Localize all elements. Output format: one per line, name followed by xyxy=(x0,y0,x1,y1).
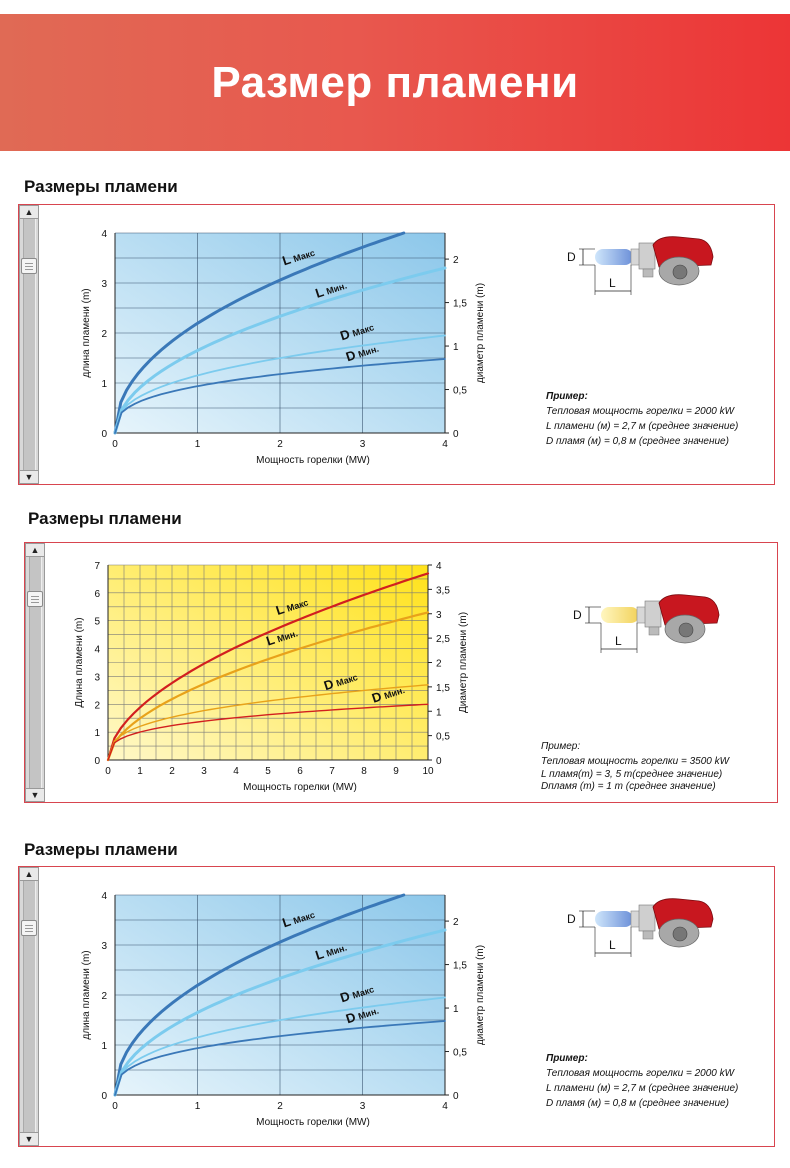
y-tick-label: 2 xyxy=(94,700,100,712)
scroll-thumb[interactable] xyxy=(21,258,37,274)
x-tick-label: 4 xyxy=(442,1101,448,1112)
x-axis-title: Мощность горелки (MW) xyxy=(243,782,357,793)
scroll-up-arrow-icon[interactable]: ▲ xyxy=(20,868,38,881)
example-line: Тепловая мощность горелки = 2000 kW xyxy=(546,1068,735,1079)
series-label: DМакс xyxy=(338,984,376,1006)
example-heading: Пример: xyxy=(546,1053,588,1064)
chart-panel xyxy=(18,204,775,485)
burner-mount xyxy=(649,627,659,635)
x-tick-label: 10 xyxy=(422,766,434,777)
y2-tick-label: 0 xyxy=(436,756,442,767)
diameter-label: D xyxy=(567,250,576,264)
y-tick-label: 0 xyxy=(101,1091,107,1102)
example-line: Тепловая мощность горелки = 3500 kW xyxy=(541,756,730,767)
y2-tick-label: 2,5 xyxy=(436,634,450,646)
y-tick-label: 2 xyxy=(101,329,107,340)
x-tick-label: 5 xyxy=(265,766,271,777)
example-line: Тепловая мощность горелки = 2000 kW xyxy=(546,406,735,417)
scroll-down-arrow-icon[interactable]: ▼ xyxy=(20,1132,38,1145)
x-tick-label: 0 xyxy=(112,439,118,450)
y2-tick-label: 1 xyxy=(453,1004,459,1016)
y2-tick-label: 0 xyxy=(453,429,459,440)
series-label: LМин. xyxy=(264,628,299,649)
x-tick-label: 2 xyxy=(169,766,175,777)
y2-tick-label: 0,5 xyxy=(453,385,467,397)
y-tick-label: 4 xyxy=(101,229,107,240)
flame-shape xyxy=(601,607,639,623)
y2-tick-label: 0,5 xyxy=(436,731,450,743)
x-tick-label: 4 xyxy=(233,766,239,777)
burner-motor xyxy=(679,623,693,637)
example-text xyxy=(546,1051,738,1111)
x-tick-label: 3 xyxy=(359,1101,366,1112)
burner-diagram xyxy=(539,235,729,305)
burner-flange xyxy=(639,905,655,931)
y-tick-label: 3 xyxy=(101,941,107,952)
series-label: DМакс xyxy=(321,672,359,694)
y2-axis-title: диаметр пламени (m) xyxy=(475,282,486,384)
x-tick-label: 0 xyxy=(105,766,111,777)
series-label: LМин. xyxy=(313,280,349,301)
section-title: Размеры пламени xyxy=(28,509,182,528)
section-title: Размеры пламени xyxy=(24,840,178,859)
x-tick-label: 3 xyxy=(359,439,366,450)
x-tick-label: 0 xyxy=(112,1101,118,1112)
burner-mount xyxy=(643,931,653,939)
y-tick-label: 1 xyxy=(101,1041,107,1052)
y-tick-label: 3 xyxy=(101,279,107,290)
x-tick-label: 8 xyxy=(361,766,367,777)
y2-tick-label: 2 xyxy=(453,917,459,929)
series-label: DМин. xyxy=(343,343,380,365)
y2-axis-title: диаметр пламени (m) xyxy=(475,944,486,1046)
length-label: L xyxy=(615,634,622,648)
example-text xyxy=(541,739,729,793)
burner-motor xyxy=(673,927,687,941)
scroll-up-arrow-icon[interactable]: ▲ xyxy=(20,206,38,219)
flame-shape xyxy=(595,249,633,265)
y2-tick-label: 0,5 xyxy=(453,1047,467,1059)
x-axis-title: Мощность горелки (MW) xyxy=(256,455,370,466)
y2-tick-label: 3 xyxy=(436,609,442,621)
y-tick-label: 6 xyxy=(94,588,100,600)
example-line: L пламя(m) = 3, 5 m(среднее значение) xyxy=(541,769,723,780)
example-heading: Пример: xyxy=(541,741,581,752)
y-tick-label: 0 xyxy=(94,756,100,767)
y2-tick-label: 2 xyxy=(436,658,442,670)
burner-diagram xyxy=(545,593,735,663)
y-tick-label: 4 xyxy=(94,644,100,656)
y-tick-label: 5 xyxy=(94,616,100,628)
scroll-thumb[interactable] xyxy=(27,591,43,607)
x-tick-label: 3 xyxy=(201,766,207,777)
diameter-label: D xyxy=(573,608,582,622)
y-tick-label: 0 xyxy=(101,429,107,440)
y2-tick-label: 1,5 xyxy=(436,682,450,694)
y2-tick-label: 1 xyxy=(436,707,442,719)
y2-tick-label: 1,5 xyxy=(453,960,467,972)
series-label: DМин. xyxy=(369,684,406,706)
y-tick-label: 7 xyxy=(94,561,100,572)
flame-chart xyxy=(65,557,485,797)
example-text xyxy=(546,389,738,449)
scroll-thumb[interactable] xyxy=(21,920,37,936)
example-line: Dпламя (m) = 1 m (среднее значение) xyxy=(541,781,716,792)
chart-panel xyxy=(24,542,778,803)
burner-flange xyxy=(639,243,655,269)
x-tick-label: 1 xyxy=(137,766,143,777)
section-title: Размеры пламени xyxy=(24,177,178,196)
scrollbar[interactable] xyxy=(19,867,39,1146)
y-tick-label: 2 xyxy=(101,991,107,1002)
series-label: LМакс xyxy=(280,909,317,931)
x-tick-label: 1 xyxy=(194,439,201,450)
chart-panel xyxy=(18,866,775,1147)
scrollbar[interactable] xyxy=(25,543,45,802)
x-tick-label: 1 xyxy=(194,1101,201,1112)
y-tick-label: 1 xyxy=(94,728,100,740)
scroll-up-arrow-icon[interactable]: ▲ xyxy=(26,544,44,557)
flame-shape xyxy=(595,911,633,927)
y2-tick-label: 0 xyxy=(453,1091,459,1102)
x-axis-title: Мощность горелки (MW) xyxy=(256,1117,370,1128)
y2-tick-label: 4 xyxy=(436,561,442,572)
x-tick-label: 7 xyxy=(329,766,335,777)
example-line: L пламени (м) = 2,7 м (среднее значение) xyxy=(546,1083,739,1094)
example-line: D пламя (м) = 0,8 м (среднее значение) xyxy=(546,436,729,447)
scrollbar[interactable] xyxy=(19,205,39,484)
y2-tick-label: 3,5 xyxy=(436,585,450,597)
example-line: L пламени (м) = 2,7 м (среднее значение) xyxy=(546,421,739,432)
length-label: L xyxy=(609,938,616,952)
y-axis-title: длина пламени (m) xyxy=(81,950,92,1040)
scroll-down-arrow-icon[interactable]: ▼ xyxy=(26,788,44,801)
burner-diagram xyxy=(539,897,729,967)
y-tick-label: 1 xyxy=(101,379,107,390)
series-label: DМакс xyxy=(338,322,376,344)
flame-chart xyxy=(59,223,499,478)
page-title: Размер пламени xyxy=(211,58,579,107)
y-axis-title: длина пламени (m) xyxy=(81,288,92,378)
burner-motor xyxy=(673,265,687,279)
flame-chart xyxy=(59,885,499,1140)
y2-axis-title: Диаметр пламени (m) xyxy=(458,611,469,714)
scroll-down-arrow-icon[interactable]: ▼ xyxy=(20,470,38,483)
y-axis-title: Длина пламени (m) xyxy=(74,617,85,708)
series-label: LМин. xyxy=(313,942,349,963)
x-tick-label: 2 xyxy=(277,1101,283,1112)
diameter-label: D xyxy=(567,912,576,926)
series-label: LМакс xyxy=(273,597,310,618)
length-label: L xyxy=(609,276,616,290)
burner-flange xyxy=(645,601,661,627)
y-tick-label: 4 xyxy=(101,891,107,902)
x-tick-label: 6 xyxy=(297,766,303,777)
y-tick-label: 3 xyxy=(94,672,100,684)
x-tick-label: 2 xyxy=(277,439,283,450)
y2-tick-label: 1,5 xyxy=(453,298,467,310)
series-label: DМин. xyxy=(343,1005,380,1027)
header-banner xyxy=(0,14,790,151)
x-tick-label: 4 xyxy=(442,439,448,450)
example-heading: Пример: xyxy=(546,391,588,402)
example-line: D пламя (м) = 0,8 м (среднее значение) xyxy=(546,1098,729,1109)
series-label: LМакс xyxy=(280,247,317,269)
y2-tick-label: 1 xyxy=(453,342,459,354)
y2-tick-label: 2 xyxy=(453,255,459,267)
x-tick-label: 9 xyxy=(393,766,399,777)
burner-mount xyxy=(643,269,653,277)
